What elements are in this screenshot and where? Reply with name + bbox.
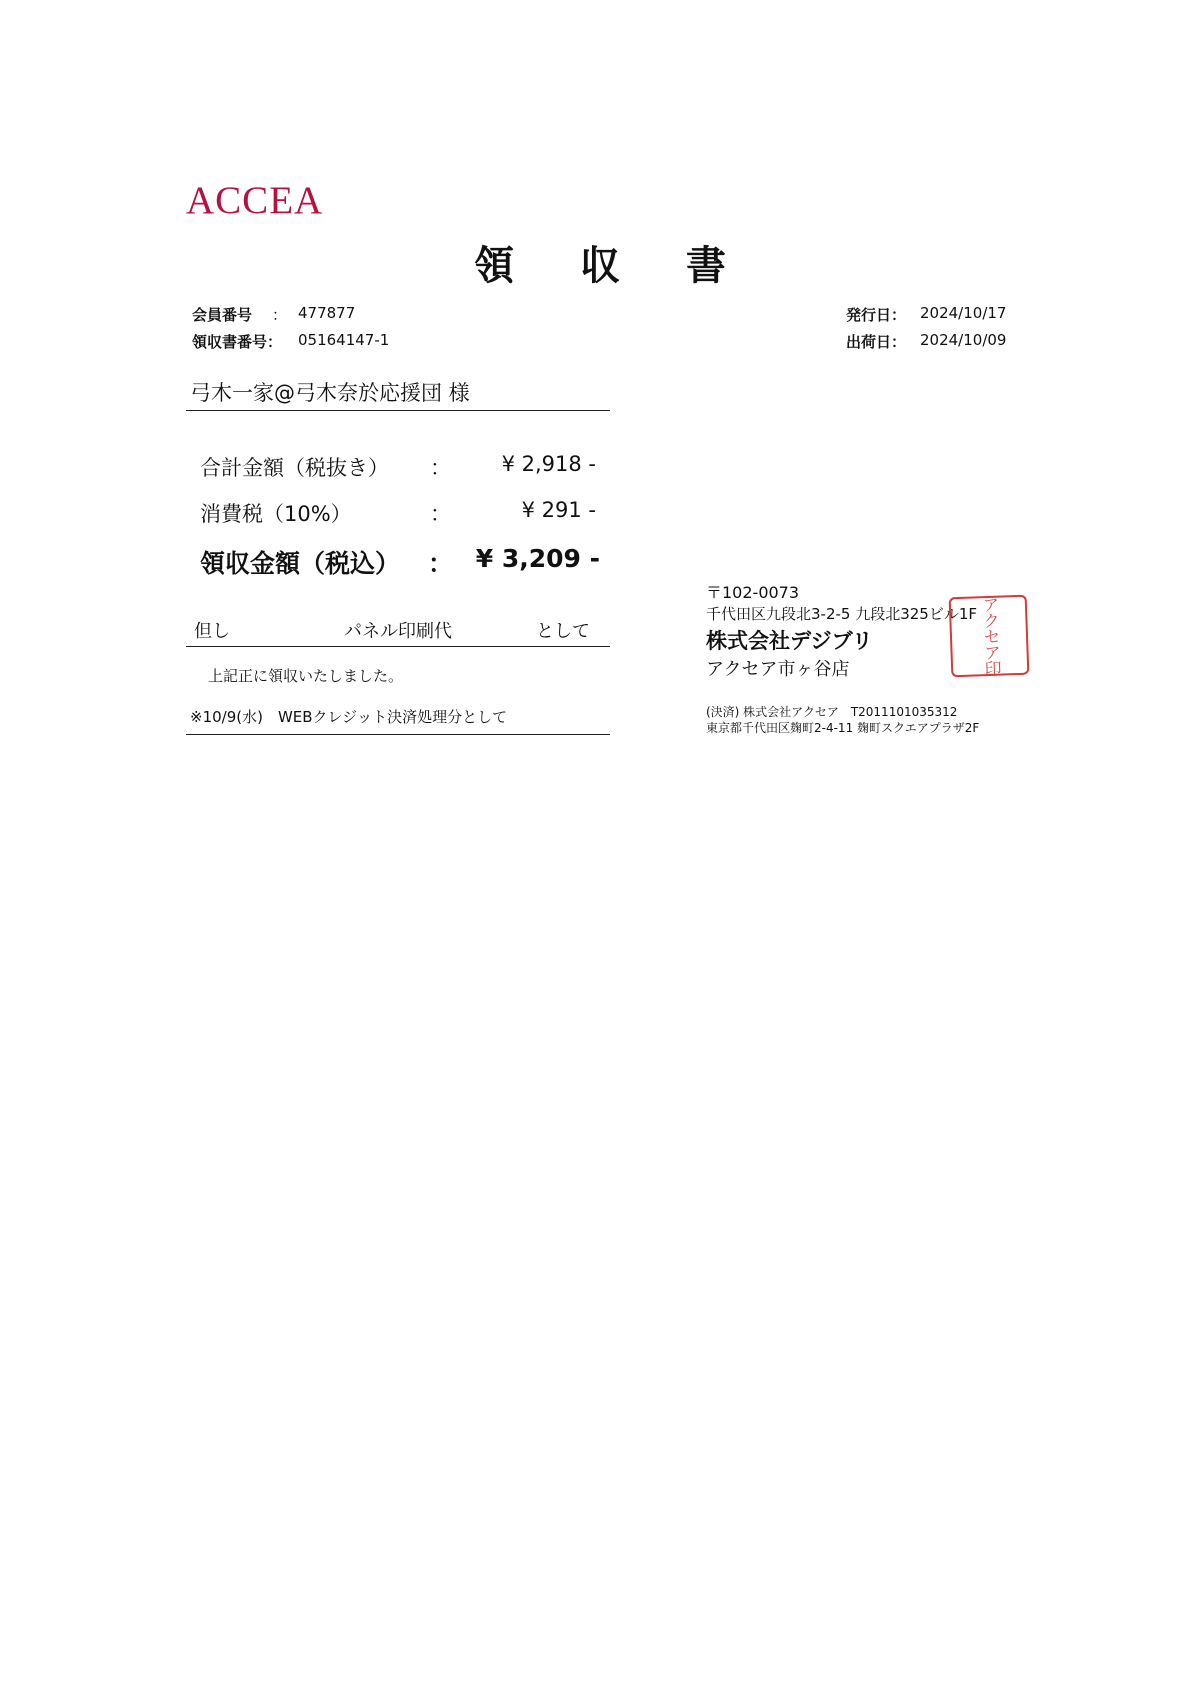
receipt-no-value: 05164147-1 [298,331,390,349]
subtotal-value: ¥ 2,918 - [501,452,596,476]
recipient-name: 弓木一家@弓木奈於応援団 様 [190,381,470,405]
confirmation-text: 上記正に領収いたしました。 [208,667,404,685]
settlement-address: 東京都千代田区麹町2-4-11 麹町スクエアプラザ2F [706,721,980,735]
issuer-company: 株式会社デジブリ [706,629,873,653]
total-separator: ： [428,549,454,578]
recipient-underline [186,410,610,411]
issuer-postal-code: 〒102-0073 [706,583,800,602]
tax-value: ¥ 291 - [521,498,596,522]
issue-date-value: 2024/10/17 [920,304,1007,322]
issue-date-label: 発行日： [846,306,907,324]
ship-date-label: 出荷日： [846,333,907,351]
subtotal-separator: ： [430,456,451,480]
brand-logo: ACCEA [186,179,324,222]
member-no-value: 477877 [298,304,356,322]
issuer-address: 千代田区九段北3-2-5 九段北325ビル1F [706,605,978,623]
company-seal [949,595,1030,678]
purpose-underline [186,646,610,647]
settlement-company: (決済) 株式会社アクセア T2011101035312 [706,705,958,719]
purpose-label: 但し [194,621,230,642]
member-no-separator: ： [272,306,288,324]
tax-separator: ： [430,502,451,526]
payment-note: ※10/9(水) WEBクレジット決済処理分として [190,708,508,726]
receipt-no-label: 領収書番号： [192,333,283,351]
total-label: 領収金額（税込） [200,549,401,578]
document-title: 領 収 書 [474,243,752,289]
subtotal-label: 合計金額（税抜き） [200,456,389,480]
issuer-branch: アクセア市ヶ谷店 [706,659,850,680]
member-no-label: 会員番号 [192,306,253,324]
total-value: ¥ 3,209 - [475,544,600,573]
ship-date-value: 2024/10/09 [920,331,1007,349]
purpose-suffix: として [536,621,590,642]
seal-text: アクセア印 [978,595,1001,677]
payment-note-underline [186,734,610,735]
tax-label: 消費税（10%） [200,502,352,526]
purpose-item: パネル印刷代 [344,621,452,642]
